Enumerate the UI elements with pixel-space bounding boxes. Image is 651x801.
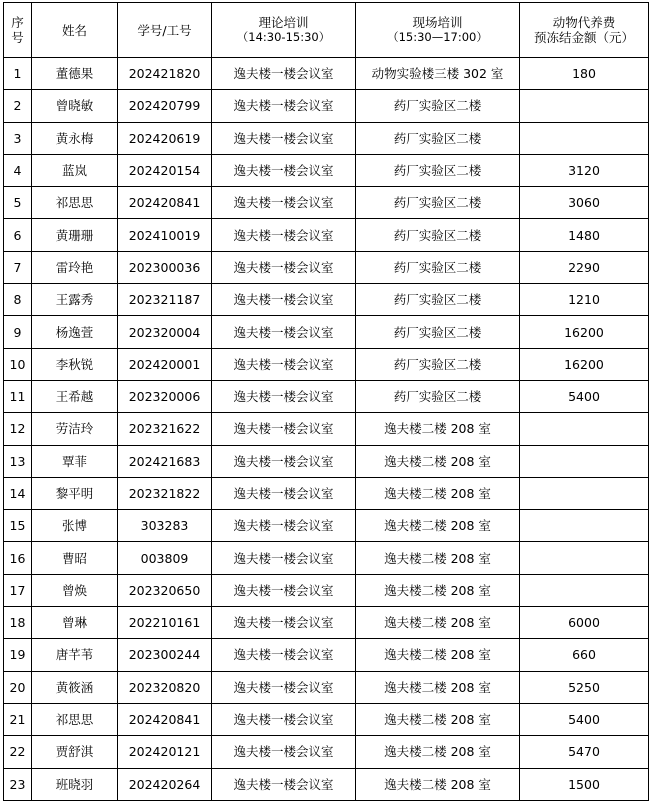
site-location-cell: 药厂实验区二楼 [356,187,520,219]
student-id-cell: 202420121 [118,736,212,768]
row-number-cell: 18 [4,607,32,639]
student-id-cell: 202210161 [118,607,212,639]
name-cell: 祁思思 [32,703,118,735]
training-roster-table [3,2,649,801]
row-number-cell: 6 [4,219,32,251]
student-id-cell: 202410019 [118,219,212,251]
theory-location-cell: 逸夫楼一楼会议室 [212,251,356,283]
row-number-cell: 21 [4,703,32,735]
header-theory-time: （14:30-15:30） [236,30,331,44]
fee-amount-cell: 6000 [520,607,649,639]
name-cell: 黄永梅 [32,122,118,154]
student-id-cell: 202320004 [118,316,212,348]
site-location-cell: 逸夫楼二楼 208 室 [356,607,520,639]
name-cell: 班晓羽 [32,768,118,800]
site-location-cell: 逸夫楼二楼 208 室 [356,736,520,768]
header-seq [4,3,32,58]
row-number-cell: 7 [4,251,32,283]
table-row [4,477,649,509]
table-row [4,154,649,186]
theory-location-cell: 逸夫楼一楼会议室 [212,122,356,154]
fee-amount-cell [520,477,649,509]
site-location-cell: 逸夫楼二楼 208 室 [356,542,520,574]
site-location-cell: 药厂实验区二楼 [356,219,520,251]
header-name: 姓名 [32,3,118,58]
header-row [4,3,649,58]
student-id-cell: 202300036 [118,251,212,283]
name-cell: 王希越 [32,380,118,412]
fee-amount-cell: 1500 [520,768,649,800]
table-row [4,187,649,219]
name-cell: 唐芊苇 [32,639,118,671]
table-row [4,219,649,251]
row-number-cell: 12 [4,413,32,445]
site-location-cell: 药厂实验区二楼 [356,316,520,348]
table-row [4,542,649,574]
table-row [4,510,649,542]
name-cell: 黄筱涵 [32,671,118,703]
site-location-cell: 逸夫楼二楼 208 室 [356,413,520,445]
table-row [4,703,649,735]
header-theory [212,3,356,58]
fee-amount-cell: 16200 [520,348,649,380]
student-id-cell: 202320820 [118,671,212,703]
fee-amount-cell: 16200 [520,316,649,348]
row-number-cell: 15 [4,510,32,542]
table-header [4,3,649,58]
header-fee-line2: 预冻结金额（元） [533,30,634,45]
row-number-cell: 14 [4,477,32,509]
row-number-cell: 3 [4,122,32,154]
table-row [4,607,649,639]
row-number-cell: 11 [4,380,32,412]
student-id-cell: 202321187 [118,284,212,316]
theory-location-cell: 逸夫楼一楼会议室 [212,348,356,380]
name-cell: 曹昭 [32,542,118,574]
student-id-cell: 202421683 [118,445,212,477]
student-id-cell: 202420841 [118,187,212,219]
site-location-cell: 逸夫楼二楼 208 室 [356,768,520,800]
row-number-cell: 4 [4,154,32,186]
site-location-cell: 药厂实验区二楼 [356,90,520,122]
fee-amount-cell: 180 [520,58,649,90]
fee-amount-cell: 3060 [520,187,649,219]
fee-amount-cell [520,542,649,574]
row-number-cell: 16 [4,542,32,574]
fee-amount-cell: 1480 [520,219,649,251]
theory-location-cell: 逸夫楼一楼会议室 [212,284,356,316]
student-id-cell: 202320006 [118,380,212,412]
header-site [356,3,520,58]
row-number-cell: 9 [4,316,32,348]
fee-amount-cell [520,413,649,445]
theory-location-cell: 逸夫楼一楼会议室 [212,477,356,509]
row-number-cell: 23 [4,768,32,800]
fee-amount-cell: 5400 [520,703,649,735]
site-location-cell: 药厂实验区二楼 [356,380,520,412]
student-id-cell: 202320650 [118,574,212,606]
theory-location-cell: 逸夫楼一楼会议室 [212,671,356,703]
row-number-cell: 13 [4,445,32,477]
table-row [4,58,649,90]
fee-amount-cell [520,510,649,542]
table-row [4,348,649,380]
theory-location-cell: 逸夫楼一楼会议室 [212,736,356,768]
name-cell: 曾焕 [32,574,118,606]
table-row [4,413,649,445]
student-id-cell: 202321822 [118,477,212,509]
site-location-cell: 药厂实验区二楼 [356,348,520,380]
header-seq-line2: 号 [11,30,24,45]
site-location-cell: 药厂实验区二楼 [356,154,520,186]
student-id-cell: 202420841 [118,703,212,735]
name-cell: 贾舒淇 [32,736,118,768]
student-id-cell: 202321622 [118,413,212,445]
student-id-cell: 303283 [118,510,212,542]
row-number-cell: 17 [4,574,32,606]
site-location-cell: 药厂实验区二楼 [356,251,520,283]
theory-location-cell: 逸夫楼一楼会议室 [212,574,356,606]
theory-location-cell: 逸夫楼一楼会议室 [212,510,356,542]
table-row [4,380,649,412]
student-id-cell: 202300244 [118,639,212,671]
fee-amount-cell [520,90,649,122]
theory-location-cell: 逸夫楼一楼会议室 [212,316,356,348]
header-fee-line1: 动物代养费 [552,15,616,30]
theory-location-cell: 逸夫楼一楼会议室 [212,768,356,800]
table-row [4,122,649,154]
name-cell: 董德果 [32,58,118,90]
fee-amount-cell [520,574,649,606]
student-id-cell: 003809 [118,542,212,574]
fee-amount-cell: 3120 [520,154,649,186]
header-site-time: （15:30—17:00） [387,30,488,44]
theory-location-cell: 逸夫楼一楼会议室 [212,413,356,445]
name-cell: 杨逸萱 [32,316,118,348]
theory-location-cell: 逸夫楼一楼会议室 [212,607,356,639]
name-cell: 曾琳 [32,607,118,639]
student-id-cell: 202420264 [118,768,212,800]
table-row [4,736,649,768]
table-row [4,90,649,122]
row-number-cell: 2 [4,90,32,122]
student-id-cell: 202420001 [118,348,212,380]
site-location-cell: 逸夫楼二楼 208 室 [356,703,520,735]
row-number-cell: 10 [4,348,32,380]
row-number-cell: 20 [4,671,32,703]
row-number-cell: 5 [4,187,32,219]
site-location-cell: 药厂实验区二楼 [356,122,520,154]
header-fee [520,3,649,58]
fee-amount-cell: 2290 [520,251,649,283]
name-cell: 张博 [32,510,118,542]
site-location-cell: 逸夫楼二楼 208 室 [356,477,520,509]
row-number-cell: 19 [4,639,32,671]
fee-amount-cell: 5470 [520,736,649,768]
name-cell: 覃菲 [32,445,118,477]
site-location-cell: 动物实验楼三楼 302 室 [356,58,520,90]
site-location-cell: 逸夫楼二楼 208 室 [356,445,520,477]
name-cell: 黎平明 [32,477,118,509]
name-cell: 蓝岚 [32,154,118,186]
fee-amount-cell [520,122,649,154]
header-site-title: 现场培训 [412,15,463,30]
table-row [4,574,649,606]
header-id: 学号/工号 [118,3,212,58]
student-id-cell: 202420799 [118,90,212,122]
table-row [4,251,649,283]
header-seq-line1: 序 [11,15,24,30]
row-number-cell: 22 [4,736,32,768]
theory-location-cell: 逸夫楼一楼会议室 [212,445,356,477]
theory-location-cell: 逸夫楼一楼会议室 [212,58,356,90]
name-cell: 黄珊珊 [32,219,118,251]
table-row [4,768,649,800]
name-cell: 祁思思 [32,187,118,219]
student-id-cell: 202421820 [118,58,212,90]
site-location-cell: 逸夫楼二楼 208 室 [356,671,520,703]
site-location-cell: 逸夫楼二楼 208 室 [356,574,520,606]
theory-location-cell: 逸夫楼一楼会议室 [212,90,356,122]
header-theory-title: 理论培训 [258,15,309,30]
theory-location-cell: 逸夫楼一楼会议室 [212,154,356,186]
theory-location-cell: 逸夫楼一楼会议室 [212,703,356,735]
theory-location-cell: 逸夫楼一楼会议室 [212,219,356,251]
table-row [4,639,649,671]
theory-location-cell: 逸夫楼一楼会议室 [212,380,356,412]
student-id-cell: 202420154 [118,154,212,186]
fee-amount-cell [520,445,649,477]
table-row [4,284,649,316]
site-location-cell: 逸夫楼二楼 208 室 [356,639,520,671]
table-row [4,671,649,703]
fee-amount-cell: 1210 [520,284,649,316]
table-row [4,445,649,477]
name-cell: 雷玲艳 [32,251,118,283]
theory-location-cell: 逸夫楼一楼会议室 [212,639,356,671]
site-location-cell: 药厂实验区二楼 [356,284,520,316]
fee-amount-cell: 660 [520,639,649,671]
theory-location-cell: 逸夫楼一楼会议室 [212,542,356,574]
site-location-cell: 逸夫楼二楼 208 室 [356,510,520,542]
theory-location-cell: 逸夫楼一楼会议室 [212,187,356,219]
name-cell: 李秋锐 [32,348,118,380]
student-id-cell: 202420619 [118,122,212,154]
fee-amount-cell: 5400 [520,380,649,412]
table-row [4,316,649,348]
table-body [4,58,649,801]
row-number-cell: 8 [4,284,32,316]
fee-amount-cell: 5250 [520,671,649,703]
name-cell: 王露秀 [32,284,118,316]
row-number-cell: 1 [4,58,32,90]
name-cell: 劳洁玲 [32,413,118,445]
name-cell: 曾晓敏 [32,90,118,122]
